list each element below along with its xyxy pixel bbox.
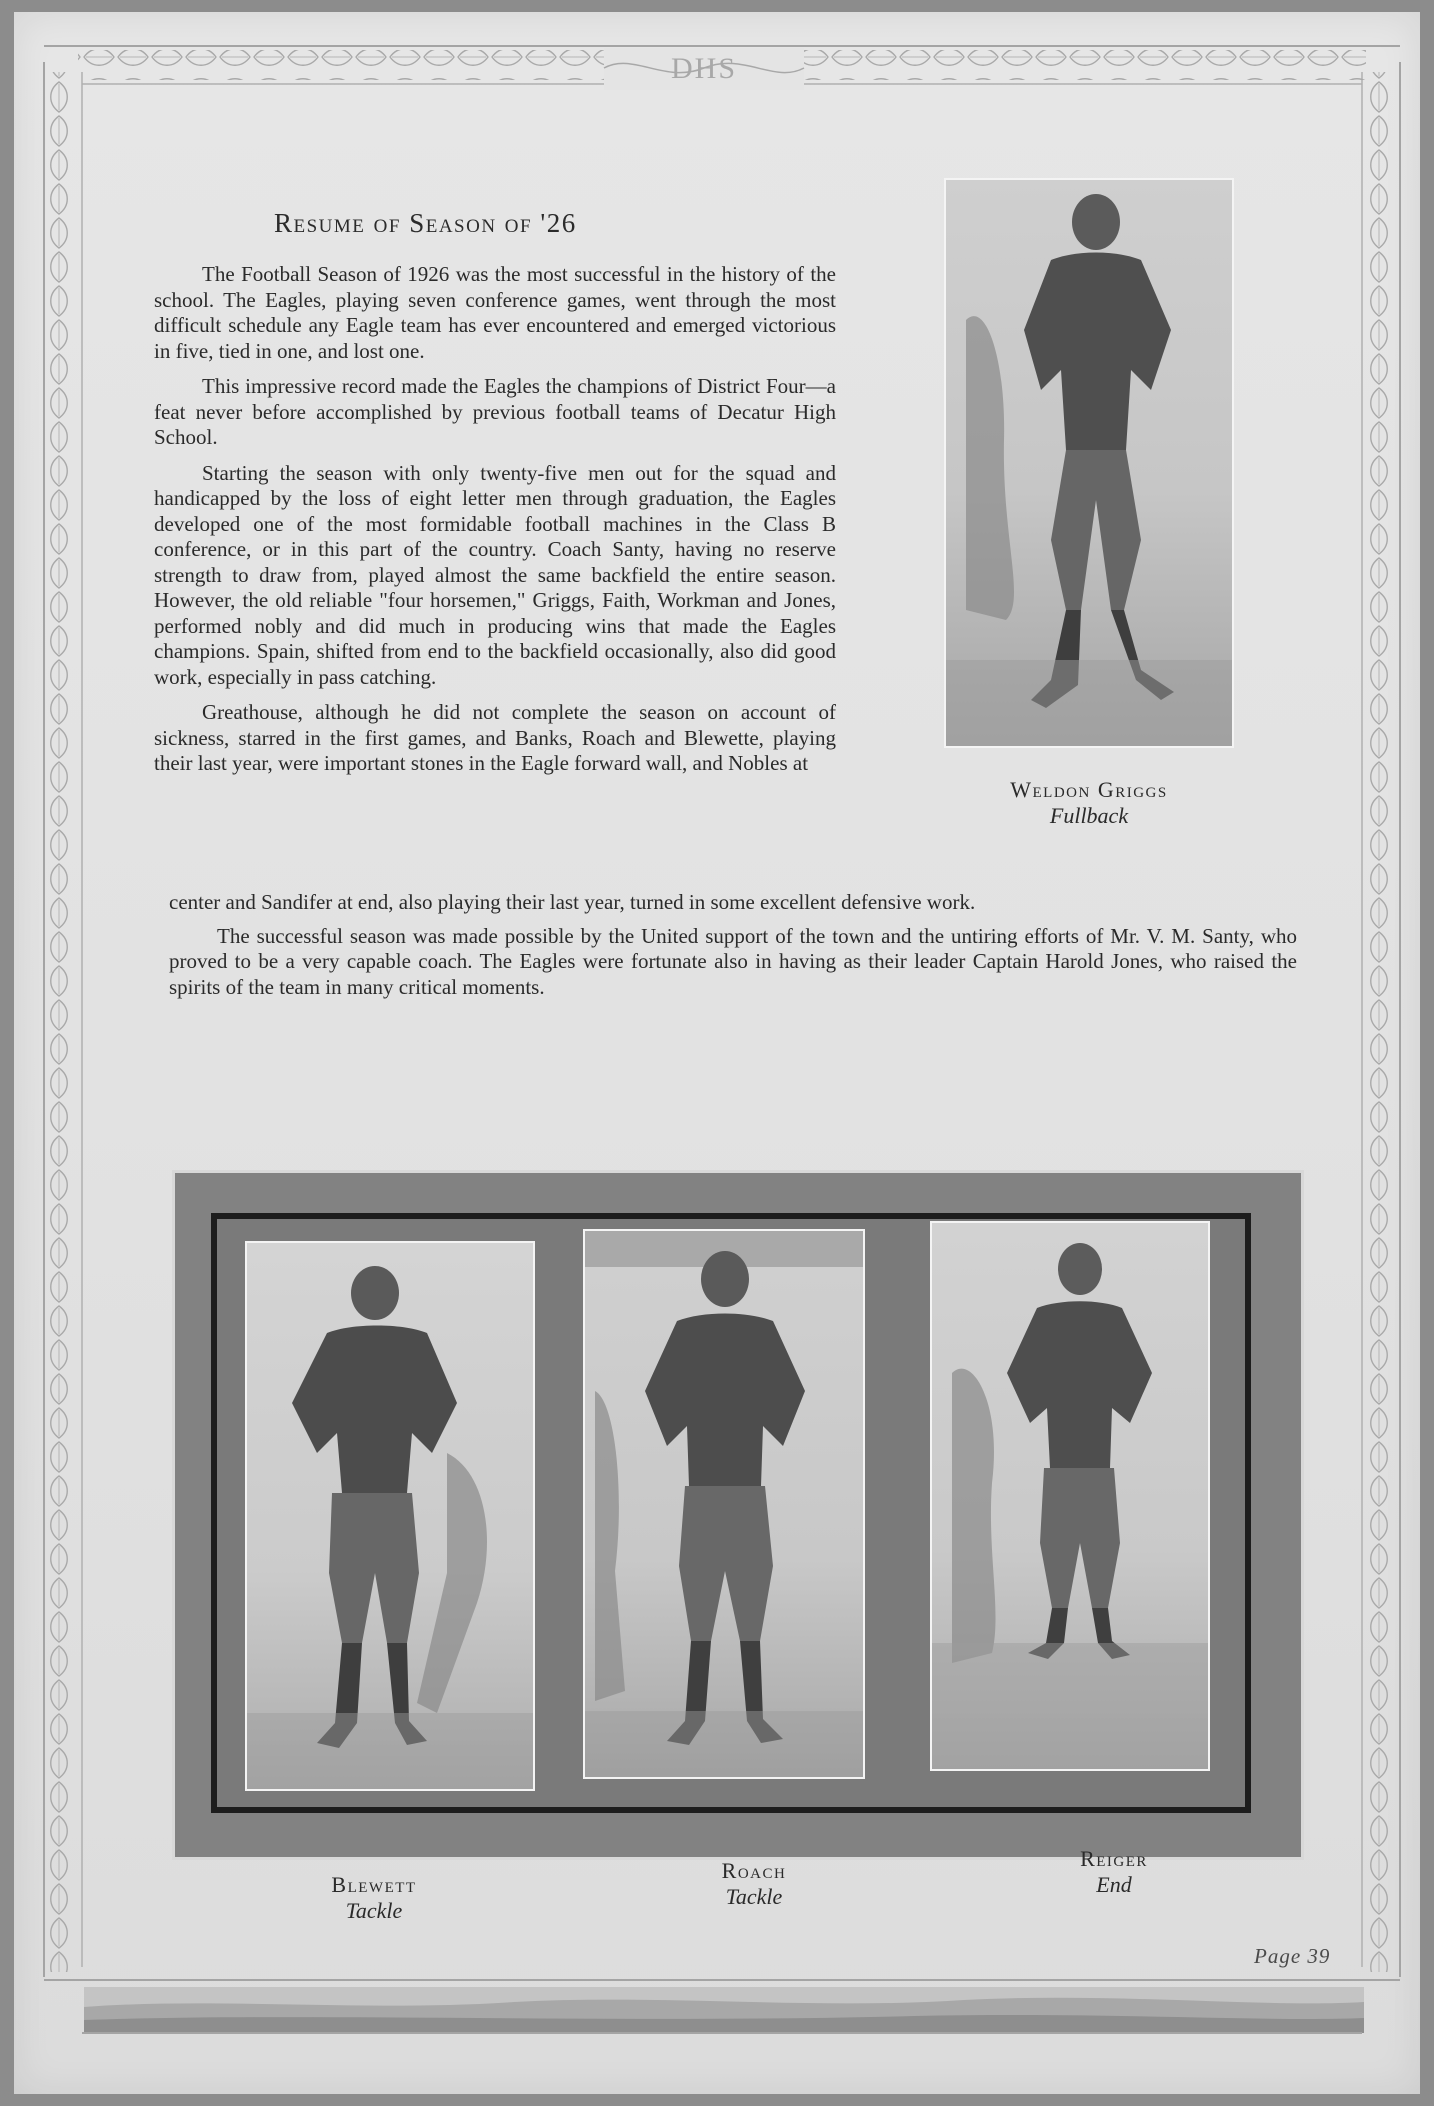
featured-player-caption [949,777,1229,829]
player-position-roach: Tackle [725,1884,783,1909]
player-name-blewett: Blewett [331,1872,417,1897]
player-photo-roach [583,1229,865,1779]
player-photo-panel [172,1170,1304,1860]
player-figure-reiger [932,1223,1210,1771]
player-caption-roach [654,1858,854,1910]
paragraph-3: Starting the season with only twenty-five men out for the squad and handicapped by the loss of eight letter men through graduation, the Eagles developed one of the most formidable football machines in the Class B conference, or in this part of the country. Coach Santy, having no reserve strength to draw from, played almost the same backfield the entire season. However, the old reliable "four horsemen," Griggs, Faith, Workman and Jones, performed nobly and did much in producing wins that made the Eagles champions. Spain, shifted from end to the backfield occasionally, also did good work, especially in pass catching. [154,460,836,689]
paragraph-4-continued: center and Sandifer at end, also playing their last year, turned in some excellent defensive work. [169,890,976,914]
featured-player-photo [944,178,1234,748]
page-number: Page 39 [1254,1944,1331,1968]
player-photo-reiger [930,1221,1210,1771]
player-photo-blewett [245,1241,535,1791]
player-figure-roach [585,1231,865,1779]
monogram-emblem: DHS [670,52,737,85]
featured-player-name: Weldon Griggs [1010,777,1168,802]
paragraph-4: Greathouse, although he did not complete the season on account of sickness, starred in the first games, and Banks, Roach and Blewette, playing their last year, were important stones in the Eagle forward wall, and Nobles at [154,700,836,775]
player-name-reiger: Reiger [1080,1846,1148,1871]
player-caption-blewett [274,1872,474,1924]
featured-player-position: Fullback [1049,803,1129,828]
player-name-roach: Roach [721,1858,787,1883]
player-caption-reiger [1014,1846,1214,1898]
article-title: Resume of Season of '26 [274,208,577,238]
article-wide-text [169,890,1297,1000]
paragraph-1: The Football Season of 1926 was the most successful in the history of the school. The Eagles, playing seven conference games, went through the most difficult schedule any Eagle team has ever encountered and emerged victorious in five, tied in one, and lost one. [154,262,836,363]
player-position-reiger: End [1096,1872,1132,1897]
player-position-blewett: Tackle [345,1898,403,1923]
yearbook-page [14,12,1420,2094]
paragraph-5: The successful season was made possible by the United support of the town and the untiring efforts of Mr. V. M. Santy, who proved to be a very capable coach. The Eagles were fortunate also in having as their leader Captain Harold Jones, who raised the spirits of the team in many critical moments. [169,923,1297,999]
paragraph-2: This impressive record made the Eagles the champions of District Four—a feat never before accomplished by previous football teams of Decatur High School. [154,374,836,449]
player-figure-griggs [946,180,1234,748]
player-figure-blewett [247,1243,535,1791]
article-column [154,262,836,787]
